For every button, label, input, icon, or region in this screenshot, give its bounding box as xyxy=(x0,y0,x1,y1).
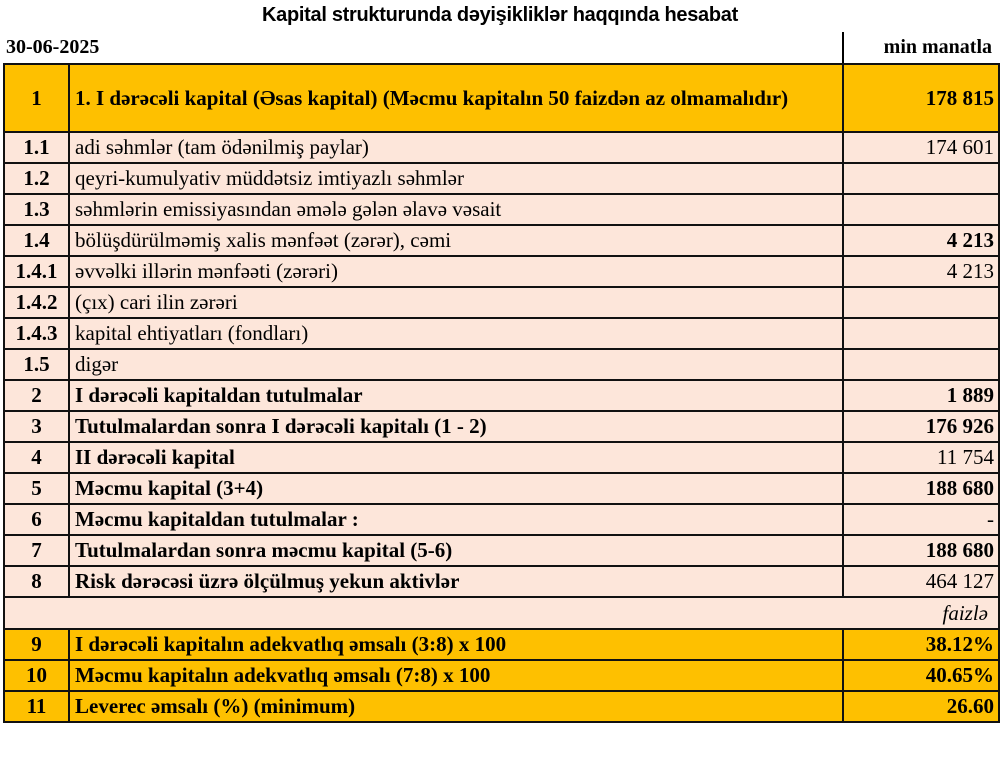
row-label: Məcmu kapital (3+4) xyxy=(69,473,843,504)
row-value: 38.12% xyxy=(843,629,999,660)
row-number: 1.4.1 xyxy=(4,256,69,287)
row-number: 1.2 xyxy=(4,163,69,194)
row-number: 1.4.3 xyxy=(4,318,69,349)
table-row xyxy=(4,256,999,287)
row-label: adi səhmlər (tam ödənilmiş paylar) xyxy=(69,132,843,163)
percent-unit-row xyxy=(4,597,999,629)
row-value xyxy=(843,349,999,380)
table-row xyxy=(4,566,999,597)
row-number: 11 xyxy=(4,691,69,722)
row-label: Tutulmalardan sonra məcmu kapital (5-6) xyxy=(69,535,843,566)
row-value: 4 213 xyxy=(843,256,999,287)
row-value xyxy=(843,163,999,194)
table-row xyxy=(4,691,999,722)
row-number: 8 xyxy=(4,566,69,597)
row-value: 188 680 xyxy=(843,535,999,566)
percent-unit-label: faizlə xyxy=(4,597,999,629)
row-value: 174 601 xyxy=(843,132,999,163)
row-value: 1 889 xyxy=(843,380,999,411)
table-row xyxy=(4,411,999,442)
row-label: Leverec əmsalı (%) (minimum) xyxy=(69,691,843,722)
row-number: 10 xyxy=(4,660,69,691)
row-number: 6 xyxy=(4,504,69,535)
row-value: 11 754 xyxy=(843,442,999,473)
row-label: Məcmu kapitaldan tutulmalar : xyxy=(69,504,843,535)
row-label: səhmlərin emissiyasından əmələ gələn əlavə vəsait xyxy=(69,194,843,225)
row-label: Məcmu kapitalın adekvatlıq əmsalı (7:8) x 100 xyxy=(69,660,843,691)
row-value: 176 926 xyxy=(843,411,999,442)
row-value: 178 815 xyxy=(843,64,999,132)
row-value: 40.65% xyxy=(843,660,999,691)
table-row xyxy=(4,132,999,163)
row-label: I dərəcəli kapitalın adekvatlıq əmsalı (3:8) x 100 xyxy=(69,629,843,660)
row-value xyxy=(843,194,999,225)
row-value: 464 127 xyxy=(843,566,999,597)
row-label: digər xyxy=(69,349,843,380)
table-row xyxy=(4,660,999,691)
row-number: 1.4 xyxy=(4,225,69,256)
table-row xyxy=(4,64,999,132)
table-row xyxy=(4,442,999,473)
row-label: kapital ehtiyatları (fondları) xyxy=(69,318,843,349)
row-number: 1.3 xyxy=(4,194,69,225)
table-row xyxy=(4,163,999,194)
table-row xyxy=(4,629,999,660)
row-number: 9 xyxy=(4,629,69,660)
table-row xyxy=(4,349,999,380)
row-value xyxy=(843,287,999,318)
table-row xyxy=(4,535,999,566)
row-number: 1.5 xyxy=(4,349,69,380)
row-label: 1. I dərəcəli kapital (Əsas kapital) (Məcmu kapitalın 50 faizdən az olmamalıdır) xyxy=(69,64,843,132)
capital-structure-table xyxy=(3,63,1000,723)
row-number: 1 xyxy=(4,64,69,132)
row-number: 5 xyxy=(4,473,69,504)
unit-label: min manatla xyxy=(883,36,992,58)
table-row xyxy=(4,504,999,535)
row-value: 188 680 xyxy=(843,473,999,504)
table-row xyxy=(4,380,999,411)
table-row xyxy=(4,194,999,225)
row-number: 4 xyxy=(4,442,69,473)
row-number: 3 xyxy=(4,411,69,442)
report-title: Kapital strukturunda dəyişikliklər haqqında hesabat xyxy=(262,4,738,26)
row-value: - xyxy=(843,504,999,535)
row-value xyxy=(843,318,999,349)
row-label: II dərəcəli kapital xyxy=(69,442,843,473)
row-value: 26.60 xyxy=(843,691,999,722)
row-number: 1.1 xyxy=(4,132,69,163)
unit-divider xyxy=(842,32,844,64)
row-number: 2 xyxy=(4,380,69,411)
row-label: (çıx) cari ilin zərəri xyxy=(69,287,843,318)
row-label: I dərəcəli kapitaldan tutulmalar xyxy=(69,380,843,411)
row-label: Risk dərəcəsi üzrə ölçülmuş yekun aktivlər xyxy=(69,566,843,597)
row-number: 1.4.2 xyxy=(4,287,69,318)
row-label: əvvəlki illərin mənfəəti (zərəri) xyxy=(69,256,843,287)
table-row xyxy=(4,473,999,504)
table-row xyxy=(4,225,999,256)
row-label: qeyri-kumulyativ müddətsiz imtiyazlı səhmlər xyxy=(69,163,843,194)
row-value: 4 213 xyxy=(843,225,999,256)
report-date: 30-06-2025 xyxy=(6,36,100,58)
table-row xyxy=(4,318,999,349)
table-row xyxy=(4,287,999,318)
row-label: bölüşdürülməmiş xalis mənfəət (zərər), cəmi xyxy=(69,225,843,256)
row-label: Tutulmalardan sonra I dərəcəli kapitalı (1 - 2) xyxy=(69,411,843,442)
row-number: 7 xyxy=(4,535,69,566)
